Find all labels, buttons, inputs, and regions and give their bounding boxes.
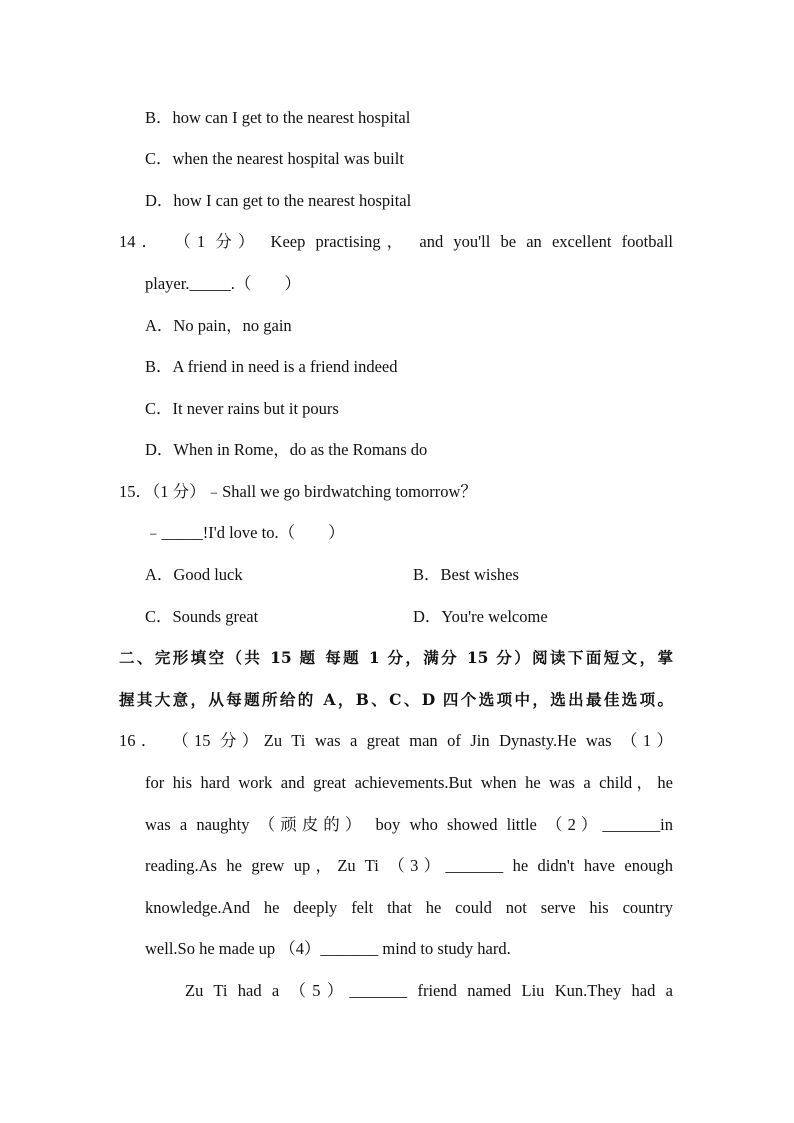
q16-passage-line-6: well.So he made up （4）_______ mind to study hard. (145, 939, 511, 958)
q15-stem-reply: ﹣_____!I'd love to.（ ） (145, 523, 345, 542)
q14-option-b: B．A friend in need is a friend indeed (145, 357, 398, 376)
q16-passage-line-4: reading.As he grew up，Zu Ti （3）_______ he didn't have enough (145, 856, 673, 875)
q15-option-c: C．Sounds great (145, 607, 259, 626)
q14-stem: 14． （1 分） Keep practising， and you'll be an excellent football (119, 232, 673, 251)
section2-heading-continued: 握其大意，从每题所给的 A，B、C、D 四个选项中，选出最佳选项。 (119, 690, 673, 709)
q14-option-a: A．No pain，no gain (145, 316, 292, 335)
q15-option-b: B．Best wishes (413, 565, 519, 584)
section2-heading: 二、完形填空（共 15 题 每题 1 分，满分 15 分）阅读下面短文，掌 (119, 648, 673, 667)
q13-option-c: C．when the nearest hospital was built (145, 149, 404, 168)
q16-passage-line-2: for his hard work and great achievements.But when he was a child，he (145, 773, 673, 792)
q15-option-d: D．You're welcome (413, 607, 548, 626)
q16-passage-line-1: 16． （15 分）Zu Ti was a great man of Jin Dynasty.He was （1） (119, 731, 673, 750)
q15-stem: 15．（1 分）﹣Shall we go birdwatching tomorrow？ (119, 482, 477, 501)
q16-passage-line-5: knowledge.And he deeply felt that he could not serve his country (145, 898, 673, 917)
q15-option-a: A．Good luck (145, 565, 243, 584)
q16-passage-line-7: Zu Ti had a （5）_______ friend named Liu Kun.They had a (185, 981, 673, 1000)
q16-passage-line-3: was a naughty （顽皮的） boy who showed little （2）_______in (145, 815, 673, 834)
q14-option-c: C．It never rains but it pours (145, 399, 339, 418)
q14-stem-continued: player._____.（ ） (145, 274, 301, 293)
q14-option-d: D．When in Rome，do as the Romans do (145, 440, 428, 459)
q13-option-b: B．how can I get to the nearest hospital (145, 108, 411, 127)
q13-option-d: D．how I can get to the nearest hospital (145, 191, 412, 210)
